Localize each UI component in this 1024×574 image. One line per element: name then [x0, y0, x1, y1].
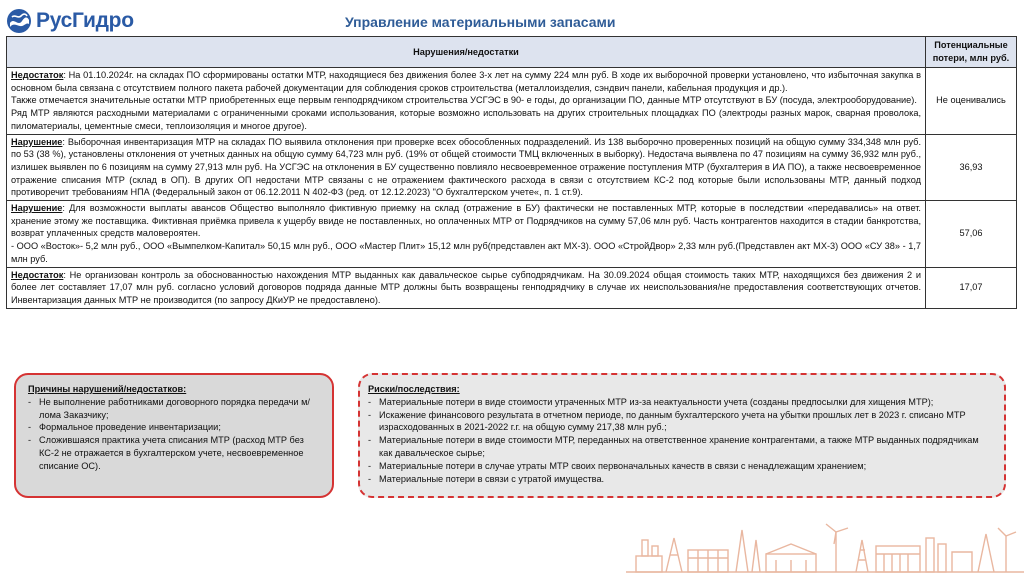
table-row [7, 134, 1017, 201]
logo [6, 6, 134, 36]
causes-title: Причины нарушений/недостатков: [28, 384, 187, 394]
table-header-row [7, 37, 1017, 68]
causes-list [28, 396, 320, 473]
risks-box [358, 373, 1006, 498]
loss-value: 17,07 [926, 267, 1017, 308]
table-row [7, 267, 1017, 308]
violation-cell [7, 267, 926, 308]
list-item: - Искажение финансового результата в отчетном периоде, по данным бухгалтерского учета на убытки прошлых лет в 2023 г. списано МТР израсходованных в 2021-2022 г.г. на общую сумму 217,38 млн руб.; [368, 409, 992, 435]
violation-text: : Для возможности выплаты авансов Общество выполняло фиктивную приемку на склад (отражение в БУ) фактически не поставленных МТР, которые в последствии «передавались» на ответ. хранение этому же поставщика. Фиктивная приёмка привела к ущербу ввиде не поставленных, но оплаченных МТР от Подрядчиков на сумму 57,06 млн руб. Часть контрагентов находится в стадии банкротства, возврат уплаченных средств маловероятен. [11, 203, 921, 239]
list-item: - Сложившаяся практика учета списания МТР (расход МТР без КС-2 не отражается в бухгалтерском учете, несвоевременное списание ОС). [28, 434, 320, 472]
risks-list [368, 396, 992, 486]
power-plant-skyline-icon [626, 510, 1024, 574]
violation-note: Ряд МТР являются расходными материалами с ограниченными сроками использования, которые возможно использовать на других строительных площадках ПО (электроды разных марок, сварная проволока, пиломатериалы, цементные смеси, теплоизоляция и многое другое). [11, 108, 921, 131]
risks-title: Риски/последствия: [368, 384, 460, 394]
table-row [7, 68, 1017, 135]
list-item: - Материальные потери в связи с утратой имущества. [368, 473, 992, 486]
table-row [7, 201, 1017, 268]
list-item: - Материальные потери в случае утраты МТР своих первоначальных качеств в связи с ненадлежащим хранением; [368, 460, 992, 473]
list-item: - Материальные потери в виде стоимости утраченных МТР из-за неактуальности учета (созданы предпосылки для хищения МТР); [368, 396, 992, 409]
logo-text: РусГидро [36, 9, 134, 32]
violation-note: - ООО «Восток»- 5,2 млн руб., ООО «Вымпелком-Капитал» 50,15 млн руб., ООО «Мастер Плит» 15,12 млн руб(представлен акт МХ-3). ООО «СтройДвор» 2,33 млн руб.(Представлен акт МХ-3) ООО «СУ 38» - 1,7 млн руб. [11, 241, 921, 264]
rushydro-logo-icon [6, 8, 32, 34]
violation-text: : Не организован контроль за обоснованностью нахождения МТР выданных как давальческое сырье субподрядчикам. На 30.09.2024 общая стоимость таких МТР, находящихся без движения 2 и более лет составляет 17,07 млн руб. согласно условий договоров подряда данные МТР должны быть возвращены генподрядчику в случае их неиспользования/не предоставления соответствующих отчетов. Инвентаризация данных МТР не производится (по запросу ДКиУР не предоставлено). [11, 269, 921, 305]
violation-label: Нарушение [11, 203, 63, 214]
violation-label: Нарушение [11, 136, 63, 147]
violations-table [6, 36, 1017, 309]
list-item: - Не выполнение работниками договорного порядка передачи м/лома Заказчику; [28, 396, 320, 422]
violation-note: Также отмечается значительные остатки МТР приобретенных еще первым генподрядчиком строительства УСГЭС в 90- е годы, до организации ПО, данные МТР отсутствуют в БУ (посуда, электрооборудование). [11, 95, 917, 106]
column-header-violations: Нарушения/недостатки [7, 37, 926, 68]
violation-cell [7, 68, 926, 135]
violation-text: : На 01.10.2024г. на складах ПО сформированы остатки МТР, находящиеся без движения более 3-х лет на сумму 224 млн руб. В ходе их выборочной проверки установлено, что избыточная закупка в основном была связана с отсутствием полного пакета рабочей документации для соблюдения сроков строительства (металлоизделия, сэндвич панели, кабельная продукция и др.). [11, 70, 921, 93]
list-item: - Формальное проведение инвентаризации; [28, 421, 320, 434]
violation-text: : Выборочная инвентаризация МТР на складах ПО выявила отклонения при проверке всех обособленных подразделений. Из 138 выборочно проверенных позиций на общую сумму 334,348 млн руб. по 53 (38 %), установлены отклонения от учетных данных на общую сумму 64,723 млн руб. (19% от общей стоимости ТМЦ включенных в выборку). Недостача выявлена по 47 позициям на сумму 36,932 млн руб., излишек выявлен по 6 позициям на сумму 27,913 млн руб. На УСГЭС на отклонения в БУ существенно повлияло несвоевременное отражение поступления МТР (бухгалтерия в ИА ПО), а также несвоевременное отражение списания МТР (склад в ОП). В других ОП недостачи МТР связаны с не отражением фактического расхода в связи с отсутствием КС-2 под которые были использованы МТР, данный подход противоречит требованиям НПА (Федеральный закон от 06.12.2011 N 402-ФЗ (ред. от 12.12.2023) "О бухгалтерском учете«, п. 1 ст.9). [11, 136, 921, 198]
loss-value: 36,93 [926, 134, 1017, 201]
violation-label: Недостаток [11, 70, 64, 80]
violation-cell [7, 134, 926, 201]
violation-label: Недостаток [11, 269, 64, 280]
column-header-losses: Потенциальные потери, млн руб. [926, 37, 1017, 68]
violation-cell [7, 201, 926, 268]
loss-value: 57,06 [926, 201, 1017, 268]
loss-value: Не оценивались [926, 68, 1017, 135]
page-title: Управление материальными запасами [345, 14, 616, 30]
list-item: - Материальные потери в виде стоимости МТР, переданных на ответственное хранение контрагентами, а также МТР выданных подрядчикам как давальческое сырье; [368, 434, 992, 460]
causes-box [14, 373, 334, 498]
